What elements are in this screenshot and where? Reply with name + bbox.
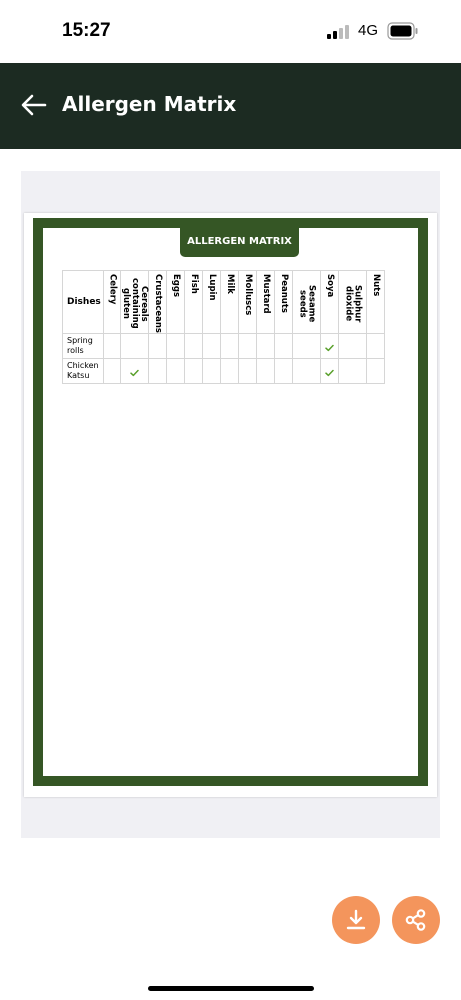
matrix-cell	[293, 359, 321, 384]
status-bar	[0, 0, 461, 63]
pdf-page	[24, 213, 437, 797]
matrix-cell	[367, 359, 385, 384]
allergen-column-header	[149, 271, 167, 334]
matrix-cell	[257, 334, 275, 359]
matrix-cell	[239, 359, 257, 384]
matrix-cell	[167, 359, 185, 384]
dish-name: Chicken Katsu	[63, 359, 104, 384]
matrix-cell	[203, 359, 221, 384]
allergen-column-header	[293, 271, 321, 334]
matrix-cell	[104, 334, 121, 359]
matrix-cell	[293, 334, 321, 359]
matrix-cell	[167, 334, 185, 359]
matrix-cell	[185, 334, 203, 359]
matrix-cell	[221, 334, 239, 359]
allergen-column-header	[275, 271, 293, 334]
check-icon	[130, 369, 139, 377]
matrix-cell	[257, 359, 275, 384]
matrix-cell	[339, 334, 367, 359]
document-frame	[33, 218, 428, 786]
allergen-label: Cereals containing gluten	[121, 278, 149, 329]
pdf-viewer[interactable]	[21, 171, 440, 838]
battery-icon	[387, 22, 419, 40]
download-icon	[344, 908, 368, 932]
allergen-table	[62, 270, 385, 384]
allergen-label: Nuts	[371, 274, 381, 297]
app-header	[0, 63, 461, 149]
allergen-label: Sesame seeds	[297, 284, 317, 323]
matrix-cell	[239, 334, 257, 359]
home-indicator	[148, 986, 314, 991]
network-label: 4G	[358, 22, 379, 39]
allergen-column-header	[121, 271, 149, 334]
matrix-cell	[185, 359, 203, 384]
allergen-label: Mustard	[261, 274, 271, 314]
matrix-cell	[275, 334, 293, 359]
allergen-column-header	[257, 271, 275, 334]
allergen-label: Peanuts	[279, 274, 289, 313]
table-header-row	[63, 271, 385, 334]
signal-icon	[327, 25, 351, 39]
page-title: Allergen Matrix	[62, 92, 237, 116]
matrix-cell	[104, 359, 121, 384]
allergen-label: Crustaceans	[153, 274, 163, 333]
allergen-column-header	[339, 271, 367, 334]
allergen-column-header	[104, 271, 121, 334]
matrix-cell	[321, 359, 339, 384]
dish-name: Spring rolls	[63, 334, 104, 359]
table-row	[63, 334, 385, 359]
check-icon	[325, 369, 334, 377]
document-title: ALLERGEN MATRIX	[180, 227, 299, 257]
matrix-cell	[221, 359, 239, 384]
share-icon	[404, 908, 428, 932]
matrix-cell	[121, 359, 149, 384]
matrix-cell	[321, 334, 339, 359]
allergen-label: Milk	[225, 274, 235, 294]
allergen-column-header	[167, 271, 185, 334]
check-icon	[325, 344, 334, 352]
allergen-label: Molluscs	[243, 274, 253, 316]
matrix-cell	[275, 359, 293, 384]
allergen-label: Celery	[107, 274, 118, 305]
allergen-column-header	[321, 271, 339, 334]
allergen-column-header	[221, 271, 239, 334]
allergen-column-header	[239, 271, 257, 334]
matrix-cell	[367, 334, 385, 359]
allergen-column-header	[203, 271, 221, 334]
allergen-label: Lupin	[207, 274, 217, 301]
share-button[interactable]	[392, 896, 440, 944]
matrix-cell	[339, 359, 367, 384]
matrix-cell	[203, 334, 221, 359]
matrix-cell	[149, 334, 167, 359]
allergen-label: Soya	[325, 274, 335, 298]
table-row	[63, 359, 385, 384]
matrix-cell	[121, 334, 149, 359]
status-time: 15:27	[62, 20, 111, 41]
allergen-label: Sulphur dioxide	[343, 284, 363, 323]
allergen-column-header	[185, 271, 203, 334]
arrow-left-icon[interactable]	[20, 93, 48, 117]
matrix-cell	[149, 359, 167, 384]
download-button[interactable]	[332, 896, 380, 944]
allergen-label: Eggs	[171, 274, 181, 298]
allergen-column-header	[367, 271, 385, 334]
allergen-label: Fish	[189, 274, 199, 294]
dishes-column-header: Dishes	[63, 271, 104, 334]
